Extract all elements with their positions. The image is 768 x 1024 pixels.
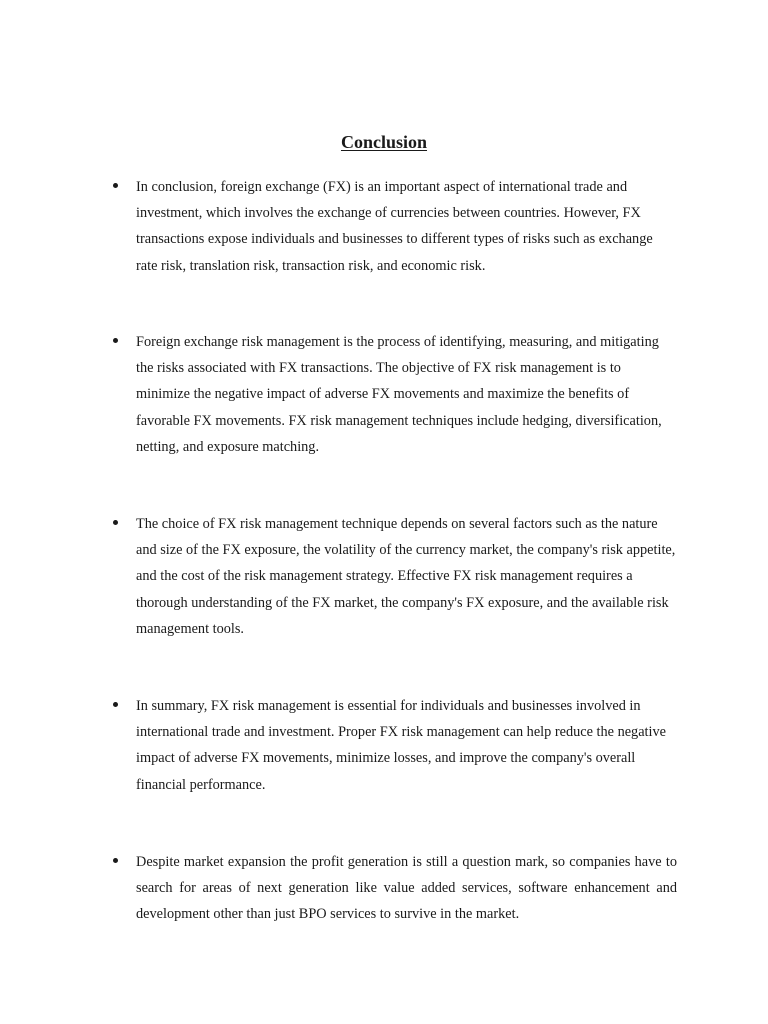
page-title-text: Conclusion	[340, 132, 428, 152]
page-title	[0, 131, 768, 153]
bullet-icon	[113, 858, 118, 863]
bullet-text: The choice of FX risk management technique depends on several factors such as the nature and size of the FX exposure, the volatility of the currency market, the company's risk appetite, and the cost of the risk management strategy. Effective FX risk management requires a thorough understanding of the FX market, the company's FX exposure, and the available risk management tools.	[136, 516, 676, 637]
bullet-icon	[113, 702, 118, 707]
bullet-text: In summary, FX risk management is essential for individuals and businesses involved in international trade and investment. Proper FX risk management can help reduce the negative impact of adverse FX movements, minimize losses, and improve the company's overall financial performance.	[136, 698, 666, 793]
bullet-icon	[113, 338, 118, 343]
bullet-text: In conclusion, foreign exchange (FX) is an important aspect of international trade and investment, which involves the exchange of currencies between countries. However, FX transactions expose individuals and businesses to different types of risks such as exchange rate risk, translation risk, transaction risk, and economic risk.	[136, 179, 653, 274]
bullet-icon	[113, 183, 118, 188]
bullet-icon	[113, 520, 118, 525]
bullet-text: Foreign exchange risk management is the process of identifying, measuring, and mitigating the risks associated with FX transactions. The objective of FX risk management is to minimize the negative impact of adverse FX movements and maximize the benefits of favorable FX movements. FX risk management techniques include hedging, diversification, netting, and exposure matching.	[136, 334, 662, 455]
bullet-text: Despite market expansion the profit generation is still a question mark, so companies have to search for areas of next generation like value added services, software enhancement and development other than just BPO services to survive in the market.	[136, 854, 677, 923]
